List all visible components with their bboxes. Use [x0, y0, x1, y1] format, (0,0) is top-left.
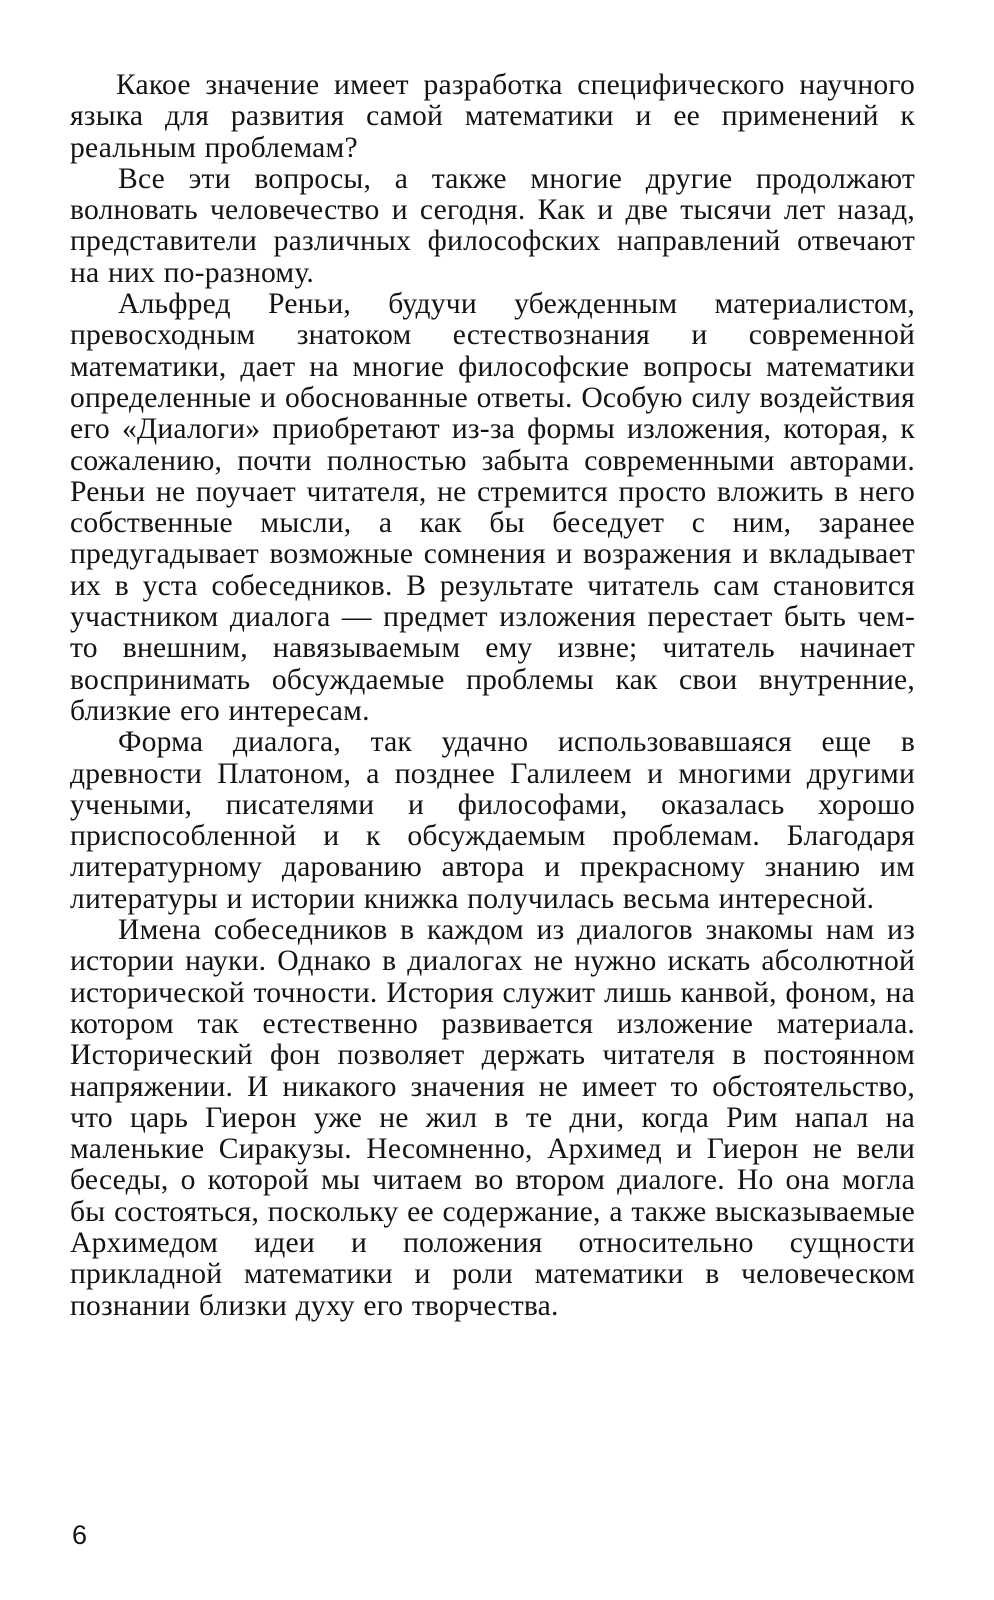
paragraph-3: Альфред Реньи, будучи убежденным материалистом, превосходным знатоком естествознания и современной математики, дает на многие философские вопросы математики определенные и обоснованные ответы. Особую силу воздействия его «Диалоги» приобретают из-за формы изложения, которая, к сожалению, почти полностью забыта современными авторами. Реньи не поучает читателя, не стремится просто вложить в него собственные мысли, а как бы беседует с ним, заранее предугадывает возможные сомнения и возражения и вкладывает их в уста собеседников. В результате читатель сам становится участником диалога — предмет изложения перестает быть чем-то внешним, навязываемым ему извне; читатель начинает воспринимать обсуждаемые проблемы как свои внутренние, близкие его интересам. [70, 288, 915, 727]
paragraph-2: Все эти вопросы, а также многие другие продолжают волновать человечество и сегодня. Как и две тысячи лет назад, представители различных философских направлений отвечают на них по-разному. [70, 162, 915, 289]
page-number: 6 [72, 1520, 88, 1550]
page-body [70, 70, 915, 1322]
paragraph-4: Форма диалога, так удачно использовавшаяся еще в древности Платоном, а позднее Галилеем и многими другими учеными, писателями и философами, оказалась хорошо приспособленной и к обсуждаемым проблемам. Благодаря литературному дарованию автора и прекрасному знанию им литературы и истории книжка получилась весьма интересной. [70, 726, 915, 915]
paragraph-5: Имена собеседников в каждом из диалогов знакомы нам из истории науки. Однако в диалогах не нужно искать абсолютной исторической точности. История служит лишь канвой, фоном, на котором так естественно развивается изложение материала. Исторический фон позволяет держать читателя в постоянном напряжении. И никакого значения не имеет то обстоятельство, что царь Гиерон уже не жил в те дни, когда Рим напал на маленькие Сиракузы. Несомненно, Архимед и Гиерон не вели беседы, о которой мы читаем во втором диалоге. Но она могла бы состояться, поскольку ее содержание, а также высказываемые Архимедом идеи и положения относительно сущности прикладной математики и роли математики в человеческом познании близки духу его творчества. [70, 914, 915, 1322]
paragraph-1: Какое значение имеет разработка специфического научного языка для развития самой математики и ее применений к реальным проблемам? [70, 69, 915, 164]
